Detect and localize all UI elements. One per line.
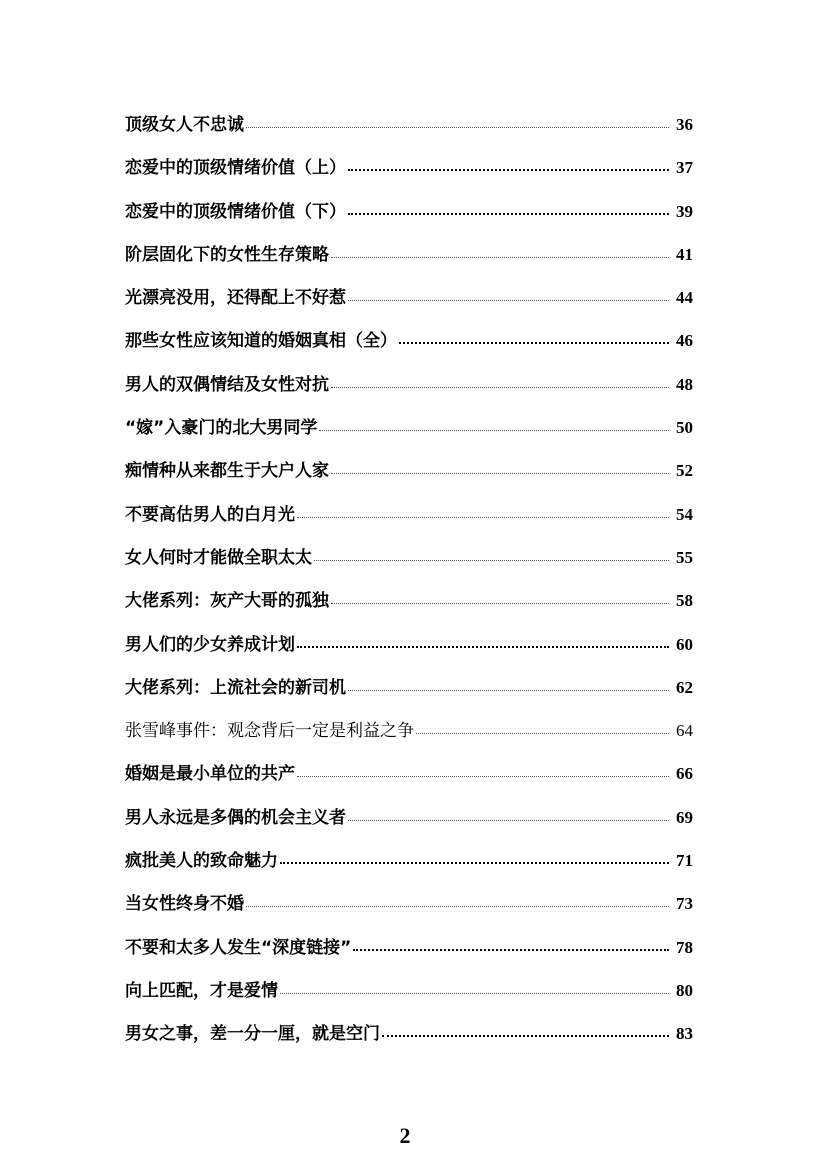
toc-dot-leader — [331, 256, 669, 258]
toc-entry-title: “嫁”入豪门的北大男同学 — [125, 418, 318, 439]
toc-dot-leader — [331, 602, 669, 604]
toc-entry-page-number: 54 — [676, 504, 693, 524]
toc-entry[interactable] — [125, 363, 693, 406]
toc-entry-page-number: 50 — [676, 418, 693, 438]
toc-entry-title: 当女性终身不婚 — [125, 894, 244, 915]
toc-entry-title: 疯批美人的致命魅力 — [125, 851, 278, 872]
toc-entry-title: 女人何时才能做全职太太 — [125, 547, 312, 568]
toc-entry-title: 光漂亮没用，还得配上不好惹 — [125, 288, 346, 309]
toc-entry-page-number: 83 — [676, 1024, 693, 1044]
toc-dot-leader — [416, 732, 669, 734]
toc-entry[interactable] — [125, 276, 693, 319]
toc-entry[interactable] — [125, 493, 693, 536]
toc-dot-leader — [319, 429, 669, 431]
toc-entry-title: 男人的双偶情结及女性对抗 — [125, 374, 329, 395]
toc-dot-leader — [382, 1034, 669, 1037]
toc-dot-leader — [348, 168, 669, 171]
toc-entry-title: 张雪峰事件：观念背后一定是利益之争 — [125, 721, 414, 742]
toc-dot-leader — [331, 386, 669, 388]
toc-entry-page-number: 73 — [676, 894, 693, 914]
toc-entry-page-number: 80 — [676, 980, 693, 1000]
toc-entry-title: 不要和太多人发生“深度链接” — [125, 937, 352, 958]
toc-dot-leader — [348, 819, 669, 821]
toc-dot-leader — [246, 905, 669, 907]
toc-entry[interactable] — [125, 796, 693, 839]
toc-dot-leader — [348, 689, 669, 691]
toc-entry[interactable] — [125, 623, 693, 666]
toc-entry-page-number: 36 — [676, 115, 693, 134]
toc-entry-title: 阶层固化下的女性生存策略 — [125, 244, 329, 265]
toc-entry-page-number: 60 — [676, 634, 693, 654]
page-number: 2 — [399, 1123, 411, 1148]
toc-dot-leader — [331, 472, 669, 474]
toc-entry-page-number: 46 — [676, 331, 693, 351]
toc-entry[interactable] — [125, 666, 693, 709]
toc-entry-title: 顶级女人不忠诚 — [125, 115, 244, 135]
toc-entry-title: 那些女性应该知道的婚姻真相（全） — [125, 331, 397, 352]
toc-entry-title: 婚姻是最小单位的共产 — [125, 764, 295, 785]
table-of-contents — [125, 103, 693, 1056]
toc-dot-leader — [297, 516, 669, 518]
toc-entry-page-number: 66 — [676, 764, 693, 784]
toc-entry[interactable] — [125, 579, 693, 622]
toc-entry-title: 向上匹配，才是爱情 — [125, 980, 278, 1001]
toc-dot-leader — [297, 775, 669, 777]
toc-entry[interactable] — [125, 146, 693, 189]
toc-entry[interactable] — [125, 190, 693, 233]
toc-dot-leader — [280, 861, 669, 864]
toc-entry[interactable] — [125, 882, 693, 925]
toc-entry-title: 不要高估男人的白月光 — [125, 504, 295, 525]
toc-entry-page-number: 37 — [676, 158, 693, 178]
toc-entry-title: 男人们的少女养成计划 — [125, 634, 295, 655]
toc-entry-page-number: 44 — [676, 288, 693, 308]
toc-dot-leader — [348, 299, 669, 301]
toc-entry-page-number: 55 — [676, 547, 693, 567]
toc-entry[interactable] — [125, 103, 693, 146]
toc-entry[interactable] — [125, 752, 693, 795]
toc-entry[interactable] — [125, 233, 693, 276]
toc-entry[interactable] — [125, 319, 693, 362]
toc-entry-title: 男女之事，差一分一厘，就是空门 — [125, 1024, 380, 1045]
toc-entry[interactable] — [125, 1012, 693, 1055]
toc-entry-title: 男人永远是多偶的机会主义者 — [125, 807, 346, 828]
toc-entry-title: 大佬系列：灰产大哥的孤独 — [125, 591, 329, 612]
toc-entry[interactable] — [125, 406, 693, 449]
toc-dot-leader — [297, 645, 669, 648]
toc-entry[interactable] — [125, 709, 693, 752]
toc-entry-page-number: 69 — [676, 807, 693, 827]
toc-entry-title: 恋爱中的顶级情绪价值（上） — [125, 158, 346, 179]
toc-dot-leader — [314, 559, 669, 561]
toc-dot-leader — [280, 992, 669, 994]
toc-entry-title: 恋爱中的顶级情绪价值（下） — [125, 201, 346, 222]
toc-entry-page-number: 58 — [676, 591, 693, 611]
toc-dot-leader — [353, 948, 669, 951]
toc-entry[interactable] — [125, 926, 693, 969]
toc-entry-page-number: 71 — [676, 851, 693, 871]
toc-entry-page-number: 39 — [676, 201, 693, 221]
toc-dot-leader — [348, 212, 669, 215]
toc-entry-page-number: 48 — [676, 374, 693, 394]
toc-entry-page-number: 41 — [676, 244, 693, 264]
toc-entry[interactable] — [125, 969, 693, 1012]
toc-entry-page-number: 52 — [676, 461, 693, 481]
toc-dot-leader — [399, 341, 669, 344]
toc-entry[interactable] — [125, 449, 693, 492]
toc-entry[interactable] — [125, 839, 693, 882]
toc-dot-leader — [246, 126, 669, 128]
toc-entry[interactable] — [125, 536, 693, 579]
toc-entry-title: 痴情种从来都生于大户人家 — [125, 461, 329, 482]
toc-entry-page-number: 62 — [676, 677, 693, 697]
toc-entry-page-number: 78 — [676, 937, 693, 957]
toc-entry-title: 大佬系列：上流社会的新司机 — [125, 677, 346, 698]
toc-entry-page-number: 64 — [676, 721, 693, 741]
